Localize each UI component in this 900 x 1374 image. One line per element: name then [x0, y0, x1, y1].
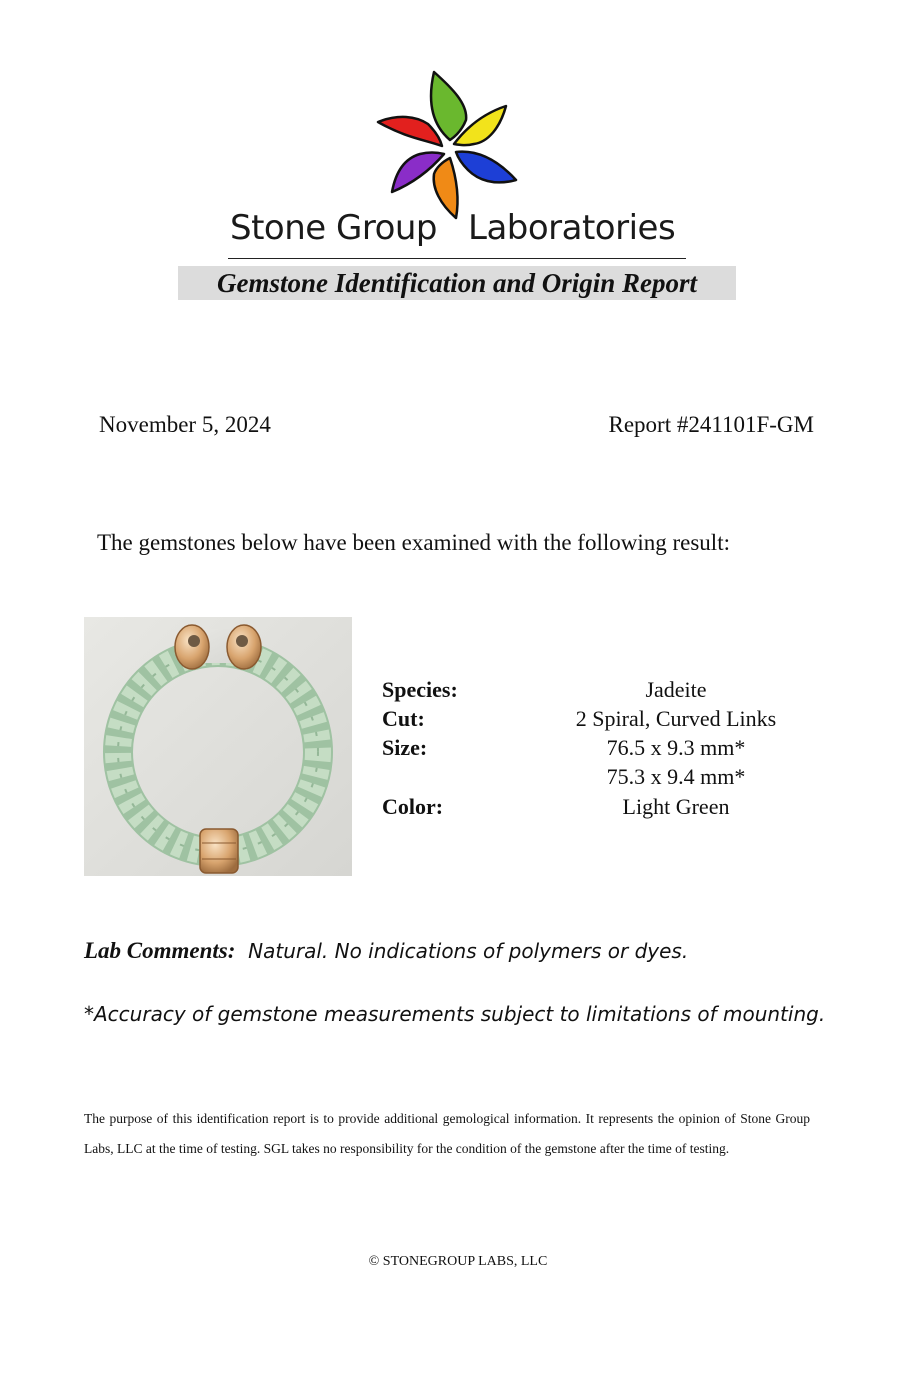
report-number: Report #241101F-GM	[608, 412, 814, 437]
stone-group-logo	[370, 68, 530, 228]
report-date: November 5, 2024	[99, 412, 271, 437]
species-label: Species:	[382, 677, 458, 702]
species-value: Jadeite	[645, 677, 707, 702]
lab-comments	[84, 938, 688, 964]
intro-text: The gemstones below have been examined with the following result:	[97, 530, 730, 555]
brand-name-right: Laboratories	[468, 208, 676, 248]
brand-divider	[228, 258, 686, 259]
logo-petal-green	[431, 72, 466, 140]
accuracy-note: *Accuracy of gemstone measurements subject to limitations of mounting.	[84, 1002, 826, 1026]
size-value-1: 76.5 x 9.3 mm*	[606, 735, 746, 760]
color-label: Color:	[382, 794, 444, 819]
gemstone-photo	[84, 617, 352, 876]
lab-comments-text: Natural. No indications of polymers or dyes.	[248, 939, 689, 963]
gold-link-bottom	[200, 829, 238, 873]
copyright: © STONEGROUP LABS, LLC	[368, 1254, 548, 1269]
color-value: Light Green	[622, 794, 730, 819]
size-label: Size:	[382, 735, 428, 760]
disclaimer: The purpose of this identification report is to provide additional gemological information. It represents the opinion of Stone Group Labs, LLC at the time of testing. SGL takes no responsibility for the condition of the gemstone after the time of testing.	[84, 1111, 810, 1156]
size-value-2: 75.3 x 9.4 mm*	[606, 764, 746, 789]
report-title: Gemstone Identification and Origin Report	[178, 266, 736, 300]
logo-petal-red	[378, 117, 442, 146]
gold-cap-right	[227, 625, 261, 669]
logo-petal-blue	[456, 152, 516, 183]
lab-comments-label: Lab Comments:	[84, 938, 236, 963]
gold-cap-left	[175, 625, 209, 669]
logo-petal-orange	[434, 158, 458, 218]
cut-value: 2 Spiral, Curved Links	[575, 706, 777, 731]
cut-label: Cut:	[382, 706, 425, 731]
brand-name-left: Stone Group	[230, 208, 437, 248]
